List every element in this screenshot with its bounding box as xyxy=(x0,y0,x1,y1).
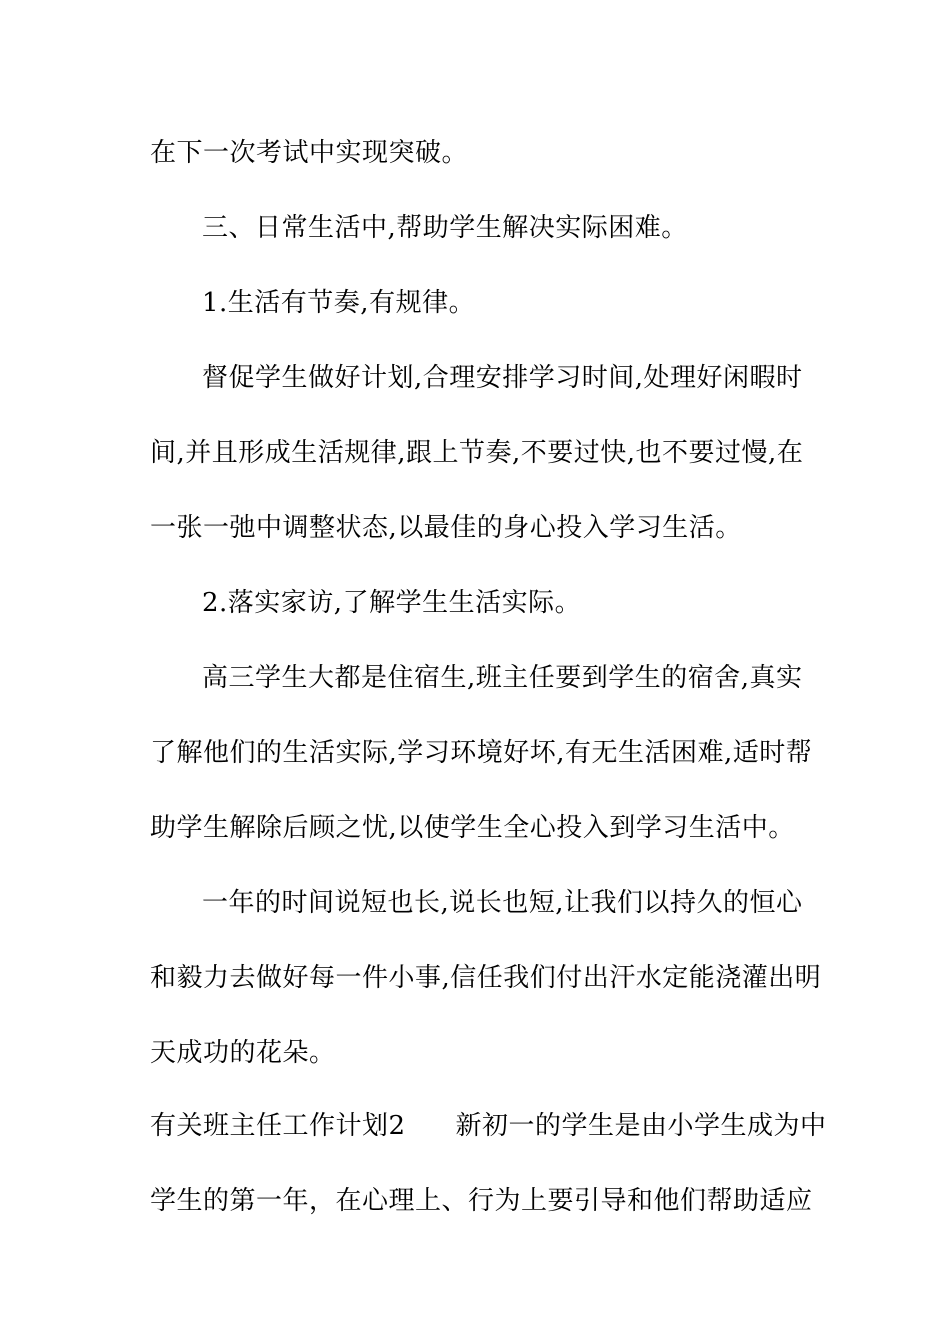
paragraph-line: 高三学生大都是住宿生,班主任要到学生的宿舍,真实 xyxy=(202,663,803,693)
paragraph-line: 学生的第一年，在心理上、行为上要引导和他们帮助适应 xyxy=(150,1186,813,1216)
paragraph-line: 督促学生做好计划,合理安排学习时间,处理好闲暇时 xyxy=(202,363,803,393)
plan-title: 有关班主任工作计划2 xyxy=(150,1111,406,1141)
paragraph-line: 和毅力去做好每一件小事,信任我们付出汗水定能浇灌出明 xyxy=(150,963,822,993)
plan-heading-line xyxy=(150,1109,827,1143)
paragraph-line: 一张一弛中调整状态,以最佳的身心投入学习生活。 xyxy=(150,513,742,543)
paragraph-line: 天成功的花朵。 xyxy=(150,1038,336,1068)
subsection-heading: 1.生活有节奏,有规律。 xyxy=(202,288,476,318)
subsection-heading: 2.落实家访,了解学生生活实际。 xyxy=(202,588,582,618)
plan-intro-text: 新初一的学生是由小学生成为中 xyxy=(455,1111,827,1141)
paragraph-line: 一年的时间说短也长,说长也短,让我们以持久的恒心 xyxy=(202,888,803,918)
section-heading: 三、日常生活中,帮助学生解决实际困难。 xyxy=(202,213,688,243)
paragraph-line: 间,并且形成生活规律,跟上节奏,不要过快,也不要过慢,在 xyxy=(150,438,804,468)
paragraph-line: 在下一次考试中实现突破。 xyxy=(150,138,469,168)
paragraph-line: 助学生解除后顾之忧,以使学生全心投入到学习生活中。 xyxy=(150,813,795,843)
paragraph-line: 了解他们的生活实际,学习环境好坏,有无生活困难,适时帮 xyxy=(150,738,813,768)
